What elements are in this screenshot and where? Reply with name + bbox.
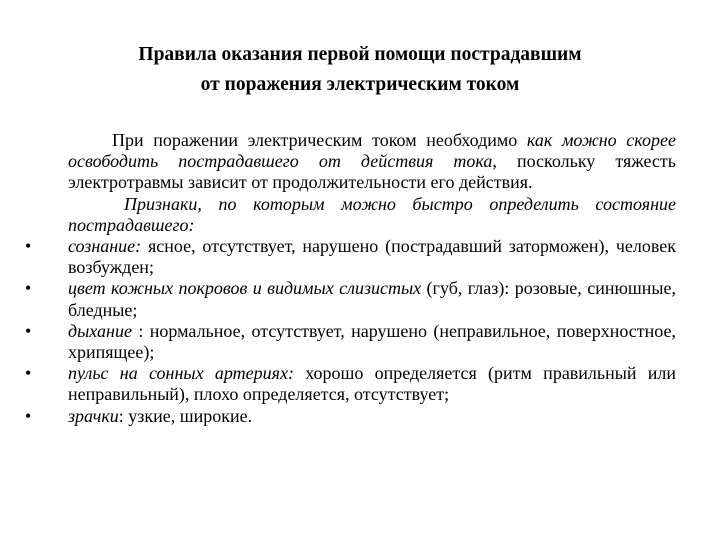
item-text: (губ, глаз): розовые, синюшные, бледные; <box>68 278 676 320</box>
intro-text-end: поскольку тяжесть электротравмы зависит от продолжительности его действия. <box>68 151 676 193</box>
bullet-icon: • <box>25 405 32 426</box>
item-term: сознание: <box>68 236 142 257</box>
bullet-icon: • <box>25 236 32 257</box>
item-term: пульс на сонных артериях: <box>68 363 294 384</box>
intro-text-emphasis: как можно скорее освободить пострадавшего от действия тока, <box>68 130 676 172</box>
bullet-icon: • <box>25 320 32 341</box>
item-term: зрачки <box>68 405 119 426</box>
signs-list <box>25 236 676 427</box>
list-item <box>25 363 676 405</box>
slide-body <box>25 130 676 427</box>
item-text: ясное, отсутствует, нарушено (пострадавший заторможен), человек возбужден; <box>68 236 676 278</box>
item-term: дыхание <box>68 320 132 341</box>
list-item <box>25 278 676 320</box>
list-item <box>25 320 676 363</box>
list-item <box>25 236 676 278</box>
item-text: : нормальное, отсутствует, нарушено (неправильное, поверхностное, хрипящее); <box>68 320 676 363</box>
item-term: цвет кожных покровов и видимых слизистых <box>68 278 422 299</box>
title-line-1: Правила оказания первой помощи пострадавшим <box>138 44 582 65</box>
slide-title <box>40 40 680 100</box>
bullet-icon: • <box>25 363 32 384</box>
item-text: хорошо определяется (ритм правильный или неправильный), плохо определяется, отсутствует; <box>68 363 676 405</box>
list-item <box>25 405 676 427</box>
title-line-2: от поражения электрическим током <box>200 74 520 95</box>
intro-paragraph <box>68 130 676 194</box>
item-text: : узкие, широкие. <box>118 405 253 426</box>
intro-text-start: При поражении электрическим током необходимо <box>112 130 527 150</box>
bullet-icon: • <box>25 278 32 299</box>
signs-heading: Признаки, по которым можно быстро определить состояние пострадавшего: <box>68 193 676 235</box>
